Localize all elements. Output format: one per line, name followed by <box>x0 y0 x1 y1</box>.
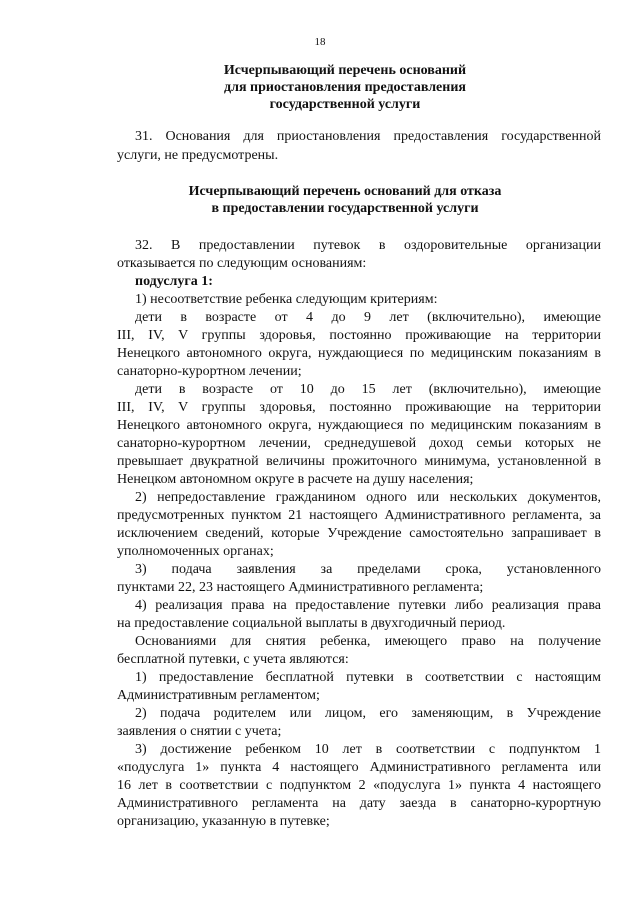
heading-line: в предоставлении государственной услуги <box>211 201 479 216</box>
text-line: исключением сведений, которые Учреждение самостоятельно запрашивает в <box>117 526 601 541</box>
text-line: «подуслуга 1» пункта 4 настоящего Административного регламента или <box>117 760 601 775</box>
text-line: организацию, указанную в путевке; <box>117 814 330 829</box>
heading-line: Исчерпывающий перечень оснований <box>223 63 467 78</box>
text-line: дети в возрасте от 4 до 9 лет (включительно), имеющие <box>135 310 601 325</box>
heading-line: Исчерпывающий перечень оснований для отказа <box>188 184 502 199</box>
text-line: заявления о снятии с учета; <box>117 724 282 739</box>
text-line: Административного регламента на дату заезда в санаторно-курортную <box>117 796 601 811</box>
document-body <box>117 0 601 905</box>
heading-line: государственной услуги <box>269 97 421 112</box>
text-line: 31. Основания для приостановления предоставления государственной <box>135 129 601 144</box>
text-line: Ненецком автономном округе в расчете на душу населения; <box>117 472 474 487</box>
text-line: III, IV, V группы здоровья, постоянно проживающие на территории <box>117 400 601 415</box>
text-line: услуги, не предусмотрены. <box>117 148 279 163</box>
text-line: санаторно-курортном лечении, среднедушевой доход семьи которых не <box>117 436 601 451</box>
text-line: 16 лет в соответствии с подпунктом 2 «подуслуга 1» пункта 4 настоящего <box>117 778 601 793</box>
text-line: бесплатной путевки, с учета являются: <box>117 652 349 667</box>
text-line: пунктами 22, 23 настоящего Административного регламента; <box>117 580 484 595</box>
text-line: 32. В предоставлении путевок в оздоровительные организации <box>135 238 601 253</box>
text-line: III, IV, V группы здоровья, постоянно проживающие на территории <box>117 328 601 343</box>
text-line: 3) достижение ребенком 10 лет в соответствии с подпунктом 1 <box>135 742 601 757</box>
text-line: превышает двукратной величины прожиточного минимума, установленной в <box>117 454 601 469</box>
text-line: дети в возрасте от 10 до 15 лет (включительно), имеющие <box>135 382 601 397</box>
text-line: Административным регламентом; <box>117 688 320 703</box>
text-line: санаторно-курортном лечении; <box>117 364 302 379</box>
text-line: 4) реализация права на предоставление путевки либо реализация права <box>135 598 601 613</box>
page-number: 18 <box>314 36 326 48</box>
text-line: 1) предоставление бесплатной путевки в соответствии с настоящим <box>135 670 601 685</box>
text-line: 3) подача заявления за пределами срока, установленного <box>135 562 601 577</box>
heading-line: для приостановления предоставления <box>224 80 466 95</box>
text-line: 1) несоответствие ребенка следующим критериям: <box>135 292 438 307</box>
text-line: Ненецкого автономного округа, нуждающиеся по медицинским показаниям в <box>117 418 601 433</box>
text-line: предусмотренных пунктом 21 настоящего Административного регламента, за <box>117 508 601 523</box>
text-line: уполномоченных органах; <box>117 544 274 559</box>
text-line: Основаниями для снятия ребенка, имеющего право на получение <box>135 634 601 649</box>
text-line: 2) подача родителем или лицом, его заменяющим, в Учреждение <box>135 706 601 721</box>
text-line: на предоставление социальной выплаты в двухгодичный период. <box>117 616 506 631</box>
text-line: 2) непредоставление гражданином одного или нескольких документов, <box>135 490 601 505</box>
text-line: подуслуга 1: <box>135 274 213 289</box>
text-line: отказывается по следующим основаниям: <box>117 256 367 271</box>
text-line: Ненецкого автономного округа, нуждающиеся по медицинским показаниям в <box>117 346 601 361</box>
